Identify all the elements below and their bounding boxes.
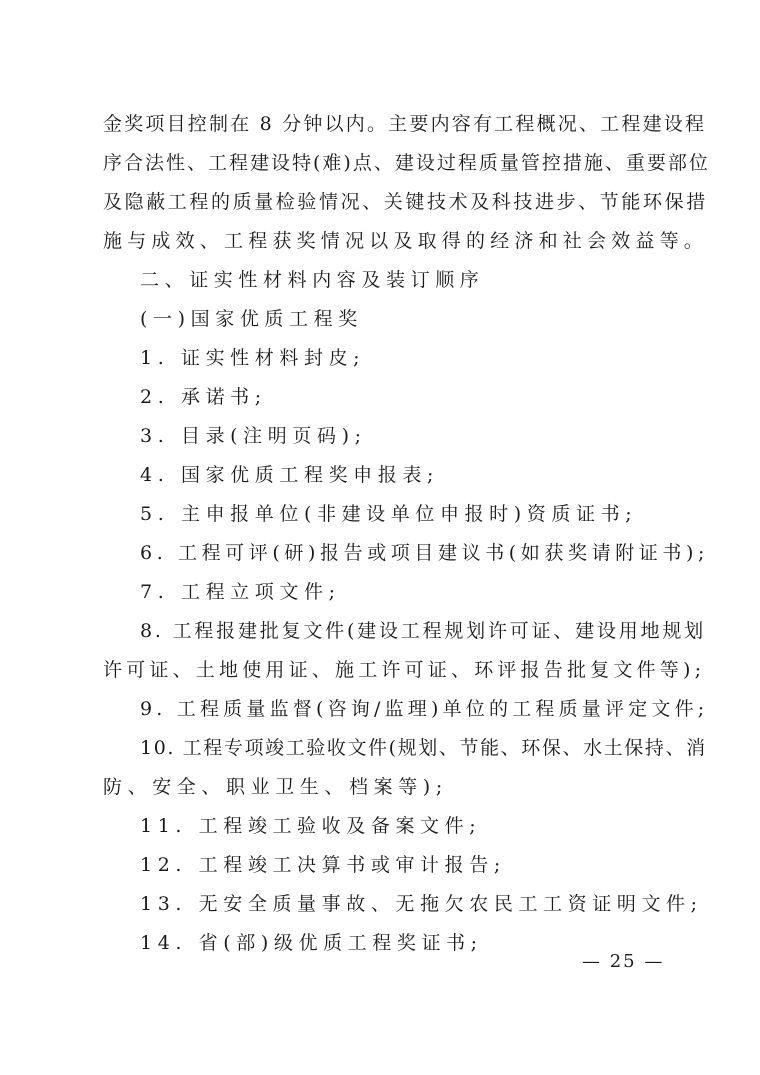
subsection-heading: (一)国家优质工程奖 xyxy=(140,308,363,330)
list-item: 14. 省(部)级优质工程奖证书; xyxy=(140,932,483,954)
list-item: 9. 工程质量监督(咨询/监理)单位的工程质量评定文件; xyxy=(140,698,709,720)
list-item: 13. 无安全质量事故、无拖欠农民工工资证明文件; xyxy=(140,893,703,915)
page-number: — 25 — xyxy=(582,951,665,972)
body-text-line: 施与成效、工程获奖情况以及取得的经济和社会效益等。 xyxy=(103,230,709,252)
body-text-line: 序合法性、工程建设特(难)点、建设过程质量管控措施、重要部位 xyxy=(103,152,710,174)
list-item: 7. 工程立项文件; xyxy=(140,581,341,603)
body-text-line: 金奖项目控制在 8 分钟以内。主要内容有工程概况、工程建设程 xyxy=(103,113,707,135)
list-item: 5. 主申报单位(非建设单位申报时)资质证书; xyxy=(140,503,638,525)
list-item: 6. 工程可评(研)报告或项目建议书(如获奖请附证书); xyxy=(140,542,710,564)
list-item: 8. 工程报建批复文件(建设工程规划许可证、建设用地规划 xyxy=(140,620,706,642)
list-item-continuation: 防、安全、职业卫生、档案等); xyxy=(103,776,448,798)
list-item: 11. 工程竣工验收及备案文件; xyxy=(140,815,482,837)
list-item: 12. 工程竣工决算书或审计报告; xyxy=(140,854,506,876)
list-item: 2. 承诺书; xyxy=(140,386,267,408)
list-item: 3. 目录(注明页码); xyxy=(140,425,367,447)
section-heading: 二、证实性材料内容及装订顺序 xyxy=(140,269,485,291)
list-item: 10. 工程专项竣工验收文件(规划、节能、环保、水土保持、消 xyxy=(140,737,707,759)
list-item: 4. 国家优质工程奖申报表; xyxy=(140,464,439,486)
list-item: 1. 证实性材料封皮; xyxy=(140,347,366,369)
list-item-continuation: 许可证、土地使用证、施工许可证、环评报告批复文件等); xyxy=(103,659,706,681)
body-text-line: 及隐蔽工程的质量检验情况、关键技术及科技进步、节能环保措 xyxy=(103,191,708,213)
